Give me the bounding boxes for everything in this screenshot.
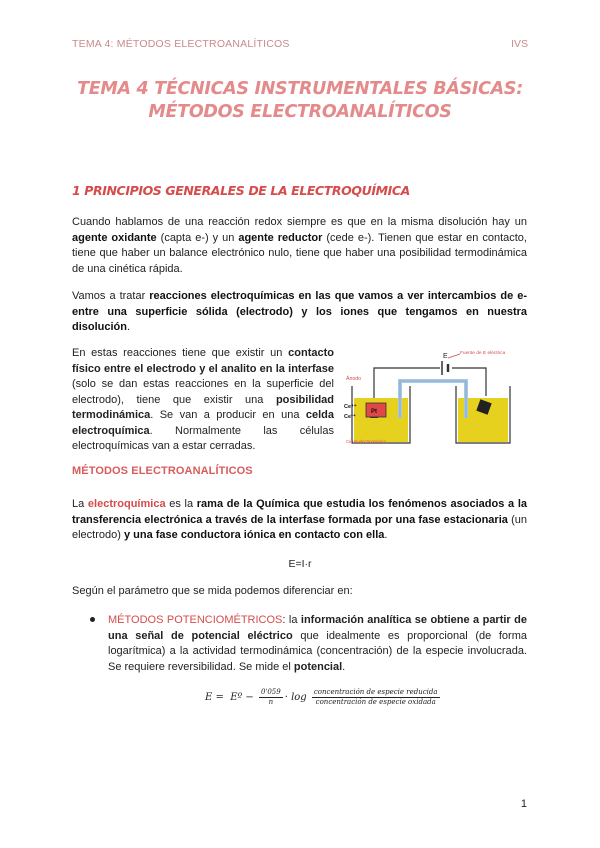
text: (solo se dan estas reacciones en la superficie del electrodo), tiene que existir una [72, 378, 334, 406]
bold-text: celda electroquímica [72, 409, 334, 437]
term-electroquimica: electroquímica [87, 498, 166, 510]
text: (capta e-) y un [156, 231, 239, 244]
bold-text: rama de la Química que estudia los fenómenos asociados a la transferencia electrónica a través de la interfase formada por una fase estacionaria [72, 498, 527, 526]
source-label: Fuente de E eléctrica [460, 351, 506, 356]
paragraph-electroquimica [72, 497, 527, 544]
text: La [72, 498, 88, 510]
nernst-lhs: E = [205, 692, 224, 703]
paragraph-redox [72, 215, 527, 277]
text: En estas reacciones tiene que existir un [72, 347, 289, 359]
author-initials: IVS [511, 38, 528, 50]
paragraph-contacto [72, 346, 334, 455]
term-agente-reductor: agente reductor [238, 231, 323, 244]
text: . Normalmente las células electroquímicas van a estar cerradas. [72, 424, 334, 452]
bold-text: contacto físico entre el electrodo y el analito en la interfase [72, 347, 334, 375]
running-header: TEMA 4: MÉTODOS ELECTROANALÍTICOS [72, 38, 290, 50]
bold-text: reacciones electroquímicas en las que vamos a ver intercambios de e- entre una superficie sólida (electrodo) y los iones que tengamos en nuestra disolución [72, 290, 527, 333]
fraction-denominator: concentración de especie oxidada [315, 698, 436, 706]
fraction-numerator: 0'059 [260, 688, 281, 696]
nernst-log: · log [284, 692, 307, 703]
text: Vamos a tratar [72, 290, 150, 302]
text: Cuando hablamos de una reacción redox siempre es que en la misma disolución hay un [72, 216, 527, 228]
electrochemical-cell-diagram [344, 346, 534, 446]
nernst-concentration-fraction [312, 688, 440, 707]
term-potenciometricos: MÉTODOS POTENCIOMÉTRICOS [108, 614, 283, 626]
text: (un electrodo) [72, 513, 527, 541]
bullet-dot [90, 617, 95, 622]
anode-label: Ánodo [346, 376, 362, 382]
text: (cede e-). Tienen que estar en contacto, tiene que haber un balance electrónico nulo, tiene que haber una posibilidad termodinámica de una cinética rápida. [72, 231, 527, 275]
source-pointer [448, 354, 460, 358]
bold-text: información analítica se obtiene a partir de una señal de potencial eléctrico [108, 614, 527, 642]
e-label: E [443, 353, 448, 360]
pt-label: Pt [371, 409, 377, 415]
bold-text: y una fase conductora iónica en contacto con ella [123, 529, 385, 541]
title-line-2: MÉTODOS ELECTROANALÍTICOS [148, 102, 452, 122]
nernst-equation [205, 688, 442, 707]
bold-text: posibilidad termodinámica [72, 393, 334, 421]
term-agente-oxidante: agente oxidante [72, 231, 157, 244]
cell-label: Célula electroquímica [346, 439, 387, 444]
page-title [60, 78, 540, 124]
text: . [384, 529, 388, 541]
fraction-numerator: concentración de especie reducida [313, 688, 438, 696]
page-number: 1 [520, 798, 527, 810]
ohm-formula: E=I·r [288, 558, 312, 570]
section-heading-metodos: MÉTODOS ELECTROANALÍTICOS [72, 465, 253, 477]
text: . [342, 660, 346, 673]
text: : la [282, 614, 301, 626]
text: . Se van a producir en una [150, 409, 306, 421]
text: . [127, 321, 131, 333]
text: es la [165, 498, 197, 510]
title-line-1: TEMA 4 TÉCNICAS INSTRUMENTALES BÁSICAS: [77, 79, 523, 99]
paragraph-parametro: Según el parámetro que se mida podemos diferenciar en: [72, 585, 353, 597]
ion-ce3: Ce³⁺ [344, 414, 356, 420]
ion-ce4: Ce⁴⁺ [344, 404, 357, 410]
text: que idealmente es proporcional (de forma logarítmica) a la actividad termodinámica (concentración) de la especie involucrada. Se requiere reversibilidad. Se mide el [108, 629, 527, 673]
nernst-e0: Eº − [230, 692, 254, 703]
section-heading-principios: 1 PRINCIPIOS GENERALES DE LA ELECTROQUÍMICA [72, 183, 410, 198]
term-potencial: potencial [293, 660, 343, 673]
paragraph-reacciones [72, 289, 527, 336]
fraction-denominator: n [268, 698, 274, 706]
bullet-potenciometricos [108, 613, 527, 675]
nernst-constant-fraction [259, 688, 283, 707]
